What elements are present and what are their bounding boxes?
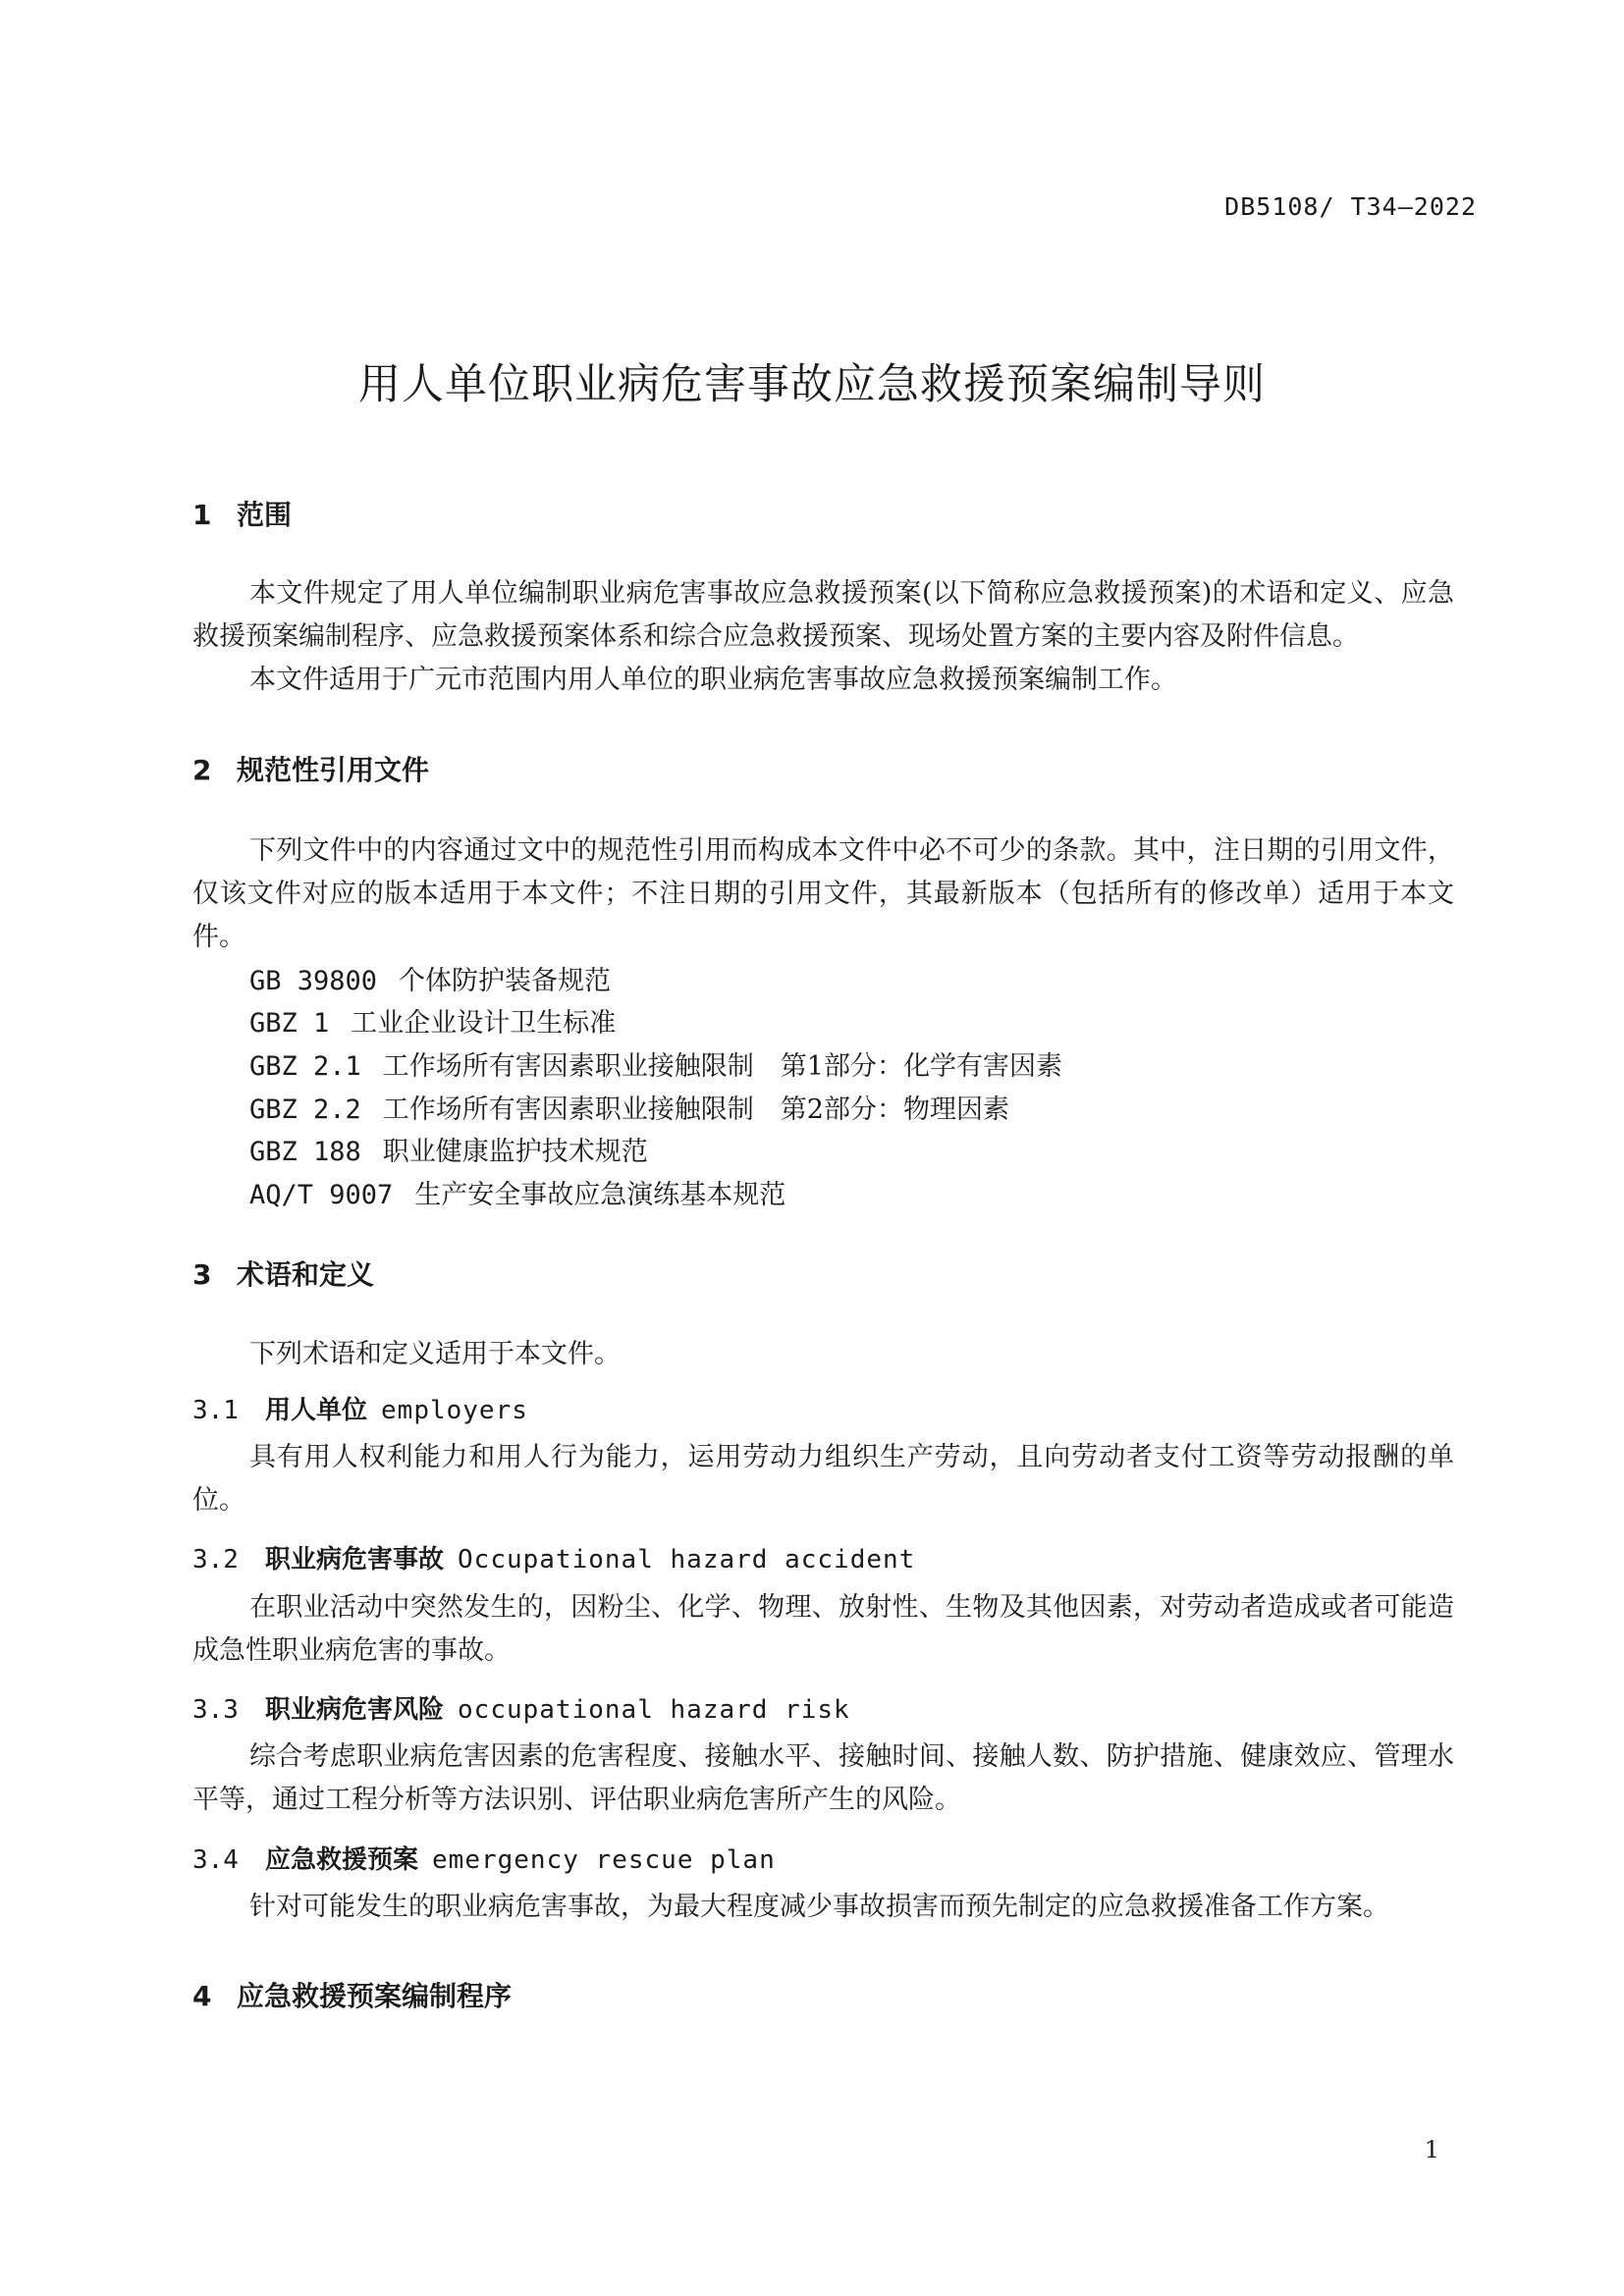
section-heading-3 <box>192 1254 374 1293</box>
reference-code: GBZ 1 <box>249 1008 330 1039</box>
reference-item <box>249 1130 648 1168</box>
document-code: DB5108/ T34—2022 <box>1224 192 1477 221</box>
term-number: 3.2 <box>192 1545 239 1575</box>
section-title: 应急救援预案编制程序 <box>237 1980 513 2012</box>
section-heading-4 <box>192 1975 512 2014</box>
term-chinese: 用人单位 <box>265 1396 368 1425</box>
reference-item <box>249 1088 1009 1126</box>
term-definition: 针对可能发生的职业病危害事故，为最大程度减少事故损害而预先制定的应急救援准备工作方案。 <box>249 1892 1389 1922</box>
scope-paragraph-1: 本文件规定了用人单位编制职业病危害事故应急救援预案(以下简称应急救援预案)的术语和定义、应急救援预案编制程序、应急救援预案体系和综合应急救援预案、现场处置方案的主要内容及附件信息。 <box>192 578 1454 652</box>
section-title: 规范性引用文件 <box>237 754 430 786</box>
term-number: 3.3 <box>192 1695 239 1725</box>
reference-code: GBZ 188 <box>249 1137 361 1167</box>
reference-item <box>249 959 611 997</box>
term-english: emergency rescue plan <box>432 1845 776 1875</box>
reference-title: 生产安全事故应急演练基本规范 <box>414 1180 786 1210</box>
reference-title: 个体防护装备规范 <box>399 966 612 996</box>
reference-title: 工作场所有害因素职业接触限制 第1部分：化学有害因素 <box>382 1051 1062 1082</box>
page-number: 1 <box>1424 2136 1439 2163</box>
reference-item <box>249 1173 785 1211</box>
reference-code: GBZ 2.1 <box>249 1051 361 1082</box>
term-english: employers <box>381 1396 528 1425</box>
term-heading <box>192 1539 915 1575</box>
term-definition: 综合考虑职业病危害因素的危害程度、接触水平、接触时间、接触人数、防护措施、健康效应、管理水平等，通过工程分析等方法识别、评估职业病危害所产生的风险。 <box>192 1741 1454 1815</box>
reference-item <box>249 1044 1062 1083</box>
term-heading <box>192 1689 850 1726</box>
term-definition: 具有用人权利能力和用人行为能力，运用劳动力组织生产劳动，且向劳动者支付工资等劳动报酬的单位。 <box>192 1442 1454 1516</box>
term-number: 3.4 <box>192 1845 239 1875</box>
term-chinese: 职业病危害风险 <box>265 1695 445 1725</box>
reference-code: GB 39800 <box>249 966 378 996</box>
term-english: Occupational hazard accident <box>458 1545 916 1575</box>
reference-title: 工作场所有害因素职业接触限制 第2部分：物理因素 <box>382 1095 1009 1125</box>
reference-title: 工业企业设计卫生标准 <box>351 1008 617 1039</box>
term-chinese: 职业病危害事故 <box>265 1545 445 1575</box>
reference-title: 职业健康监护技术规范 <box>382 1137 648 1167</box>
term-chinese: 应急救援预案 <box>265 1845 419 1875</box>
term-english: occupational hazard risk <box>458 1695 850 1725</box>
reference-item <box>249 1001 616 1040</box>
document-title: 用人单位职业病危害事故应急救援预案编制导则 <box>358 360 1266 409</box>
section-number: 2 <box>192 754 212 786</box>
section-heading-1 <box>192 494 292 533</box>
term-definition: 在职业活动中突然发生的，因粉尘、化学、物理、放射性、生物及其他因素，对劳动者造成或者可能造成急性职业病危害的事故。 <box>192 1592 1454 1666</box>
scope-paragraph-2: 本文件适用于广元市范围内用人单位的职业病危害事故应急救援预案编制工作。 <box>249 665 1177 695</box>
references-intro: 下列文件中的内容通过文中的规范性引用而构成本文件中必不可少的条款。其中，注日期的引用文件，仅该文件对应的版本适用于本文件；不注日期的引用文件，其最新版本（包括所有的修改单）适用于本文件。 <box>192 835 1454 952</box>
section-heading-2 <box>192 749 429 788</box>
section-number: 3 <box>192 1258 212 1291</box>
section-title: 术语和定义 <box>237 1258 375 1291</box>
term-heading <box>192 1390 528 1426</box>
term-heading <box>192 1840 776 1876</box>
section-title: 范围 <box>237 499 293 531</box>
terms-intro: 下列术语和定义适用于本文件。 <box>249 1339 621 1369</box>
reference-code: AQ/T 9007 <box>249 1180 394 1210</box>
section-number: 4 <box>192 1980 212 2012</box>
term-number: 3.1 <box>192 1396 239 1425</box>
reference-code: GBZ 2.2 <box>249 1095 361 1125</box>
section-number: 1 <box>192 499 212 531</box>
